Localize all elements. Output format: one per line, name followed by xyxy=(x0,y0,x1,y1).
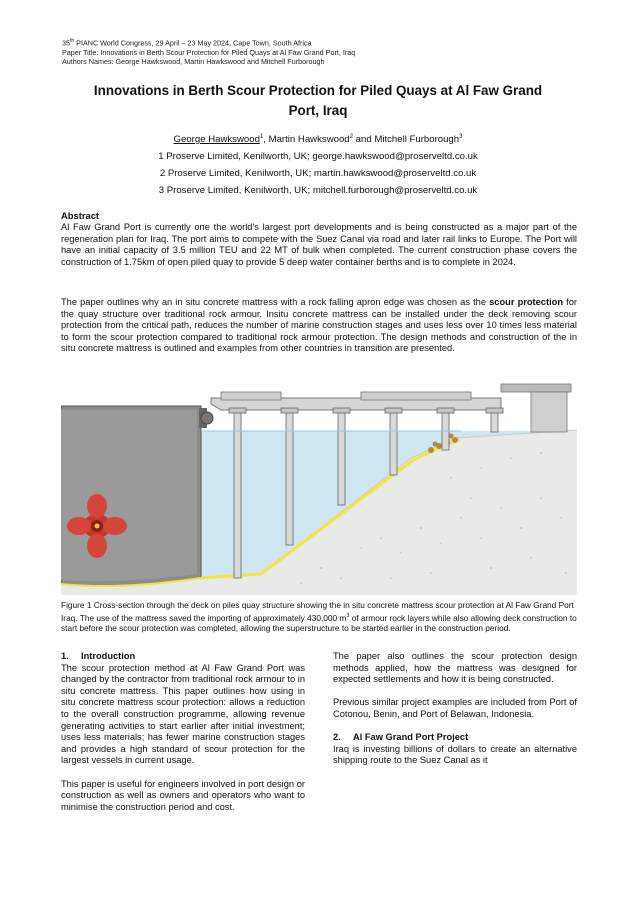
abstract-heading: Abstract xyxy=(61,210,100,221)
author-2: , Martin Hawkswood xyxy=(263,134,350,146)
section-1-paragraph-4: Previous similar project examples are included from Port of Cotonou, Benin, and Port of Belawan, Indonesia. xyxy=(333,697,577,719)
author-1: George Hawkswood xyxy=(173,134,260,146)
section-2-paragraph-1: Iraq is investing billions of dollars to create an alternative shipping route to the Suez Canal as it xyxy=(333,743,577,766)
running-header xyxy=(62,37,355,67)
author-list xyxy=(40,131,596,146)
abstract-paragraph-2: The paper outlines why an in situ concrete mattress with a rock falling apron edge was chosen as the scour protection for the quay structure over traditional rock armour. Insitu concrete mattress can be installed under the deck removing scour protection from the critical path, reduces the number of marine construction stages and uses less over 10 times less material to form the scour protection compared to traditional rock armour protection. The design methods and construction of the in situ concrete mattress is outlined and examples from other countries in transition are presented. xyxy=(61,297,577,354)
author-2-sup: 2 xyxy=(349,134,353,140)
affiliation-1: 1 Proserve Limited, Kenilworth, UK; george.hawkswood@proserveltd.co.uk xyxy=(158,151,478,162)
section-1-paragraph-3: The paper also outlines the scour protection design methods applied, how the mattress was designed for expected settlements and how it is being constructed. xyxy=(333,651,577,685)
header-paper-title: Paper Title: Innovations in Berth Scour Protection for Piled Quays at Al Faw Grand Port, Iraq xyxy=(62,47,356,57)
affiliation-3: 3 Proserve Limited, Kenilworth, UK; mitchell.furborough@proserveltd.co.uk xyxy=(158,185,478,196)
section-2-heading: 2. Al Faw Grand Port Project xyxy=(333,732,469,743)
left-column xyxy=(61,651,305,813)
section-1-paragraph-2: This paper is useful for engineers involved in port design or construction as well as owners and operators who want to minimise the construction period and cost. xyxy=(61,778,305,812)
abstract-paragraph-1: Al Faw Grand Port is currently one the world's largest port developments and is being constructed as a major part of the regeneration plan for Iraq. The port aims to compete with the Suez Canal via road and later rail links to Europe. The Port will have an initial capacity of 3.5 million TEU and 22 MT of bulk when completed. The current construction phase covers the construction of 1.75km of open piled quay to provide 5 deep water container berths and is to complete in 2024. xyxy=(61,222,577,267)
figure-caption: Figure 1 Cross-section through the deck on piles quay structure showing the in situ concrete mattress scour protection at Al Faw Grand Port Iraq. The use of the mattress saved the importing of approximately 430,000 $m^3$ of armour rock layers while also allowing deck construction to start before the scour protection was completed, allowing the superstructure to be started earlier in the construction period. xyxy=(61,600,577,633)
header-conference: 35th PIANC World Congress, 29 April – 23 May 2024, Cape Town, South Africa xyxy=(62,38,312,48)
quay-cross-section-figure xyxy=(61,378,577,595)
paper-title xyxy=(40,81,596,121)
right-column xyxy=(333,651,577,767)
title-line-2: Port, Iraq xyxy=(288,103,348,118)
section-1-heading: 1. Introduction xyxy=(61,651,136,661)
author-3: and Mitchell Furborough xyxy=(352,134,460,146)
header-authors: Authors Names: George Hawkswood, Martin Hawkswood and Mitchell Furborough xyxy=(62,57,325,67)
section-1-paragraph-1: The scour protection method at Al Faw Grand Port was changed by the contractor from traditional rock armour to in situ concrete mattress. This paper outlines how using in situ concrete mattress scour protection: allows a reduction to the overall construction programme, allowing revenue generating activities to start earlier after initial investment; uses less materials; has fewer marine construction stages and provides a high standard of scour protection for the largest vessels in current usage. xyxy=(61,662,305,766)
author-1-sup: 1 xyxy=(259,134,264,140)
author-3-sup: 3 xyxy=(459,134,463,140)
affiliation-2: 2 Proserve Limited, Kenilworth, UK; martin.hawkswood@proserveltd.co.uk xyxy=(159,168,477,179)
title-line-1: Innovations in Berth Scour Protection for Piled Quays at Al Faw Grand xyxy=(93,83,543,98)
